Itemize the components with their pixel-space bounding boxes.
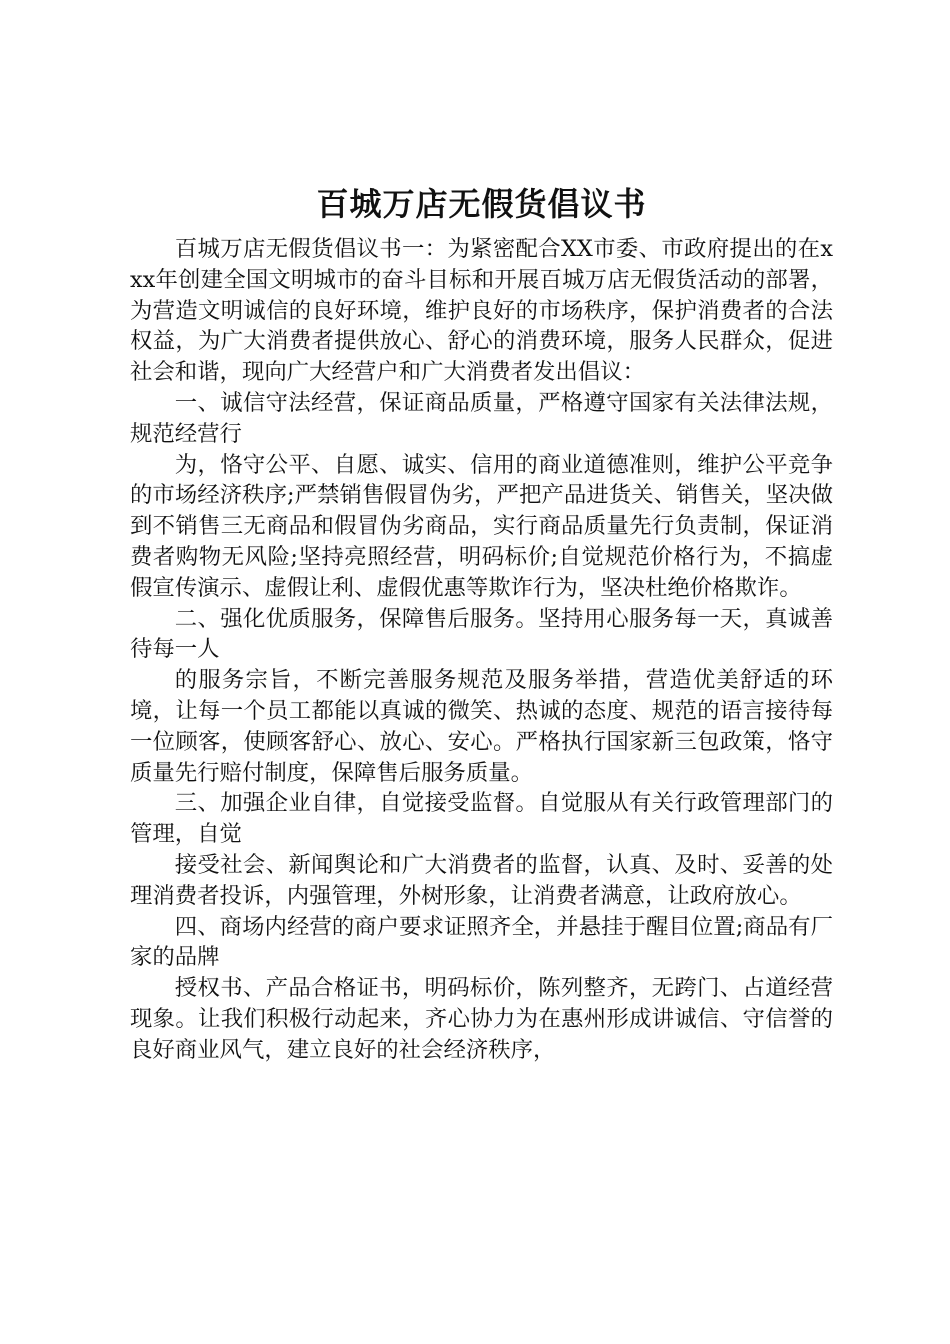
paragraph-item-3-heading: 三、加强企业自律，自觉接受监督。自觉服从有关行政管理部门的管理，自觉 bbox=[130, 790, 833, 848]
document-body bbox=[130, 234, 833, 1066]
paragraph-item-1-heading: 一、诚信守法经营，保证商品质量，严格遵守国家有关法律法规，规范经营行 bbox=[130, 389, 833, 447]
paragraph-item-4-body: 授权书、产品合格证书，明码标价，陈列整齐，无跨门、占道经营现象。让我们积极行动起来，齐心协力为在惠州形成讲诚信、守信誉的良好商业风气，建立良好的社会经济秩序， bbox=[130, 975, 833, 1063]
paragraph-item-2-body: 的服务宗旨，不断完善服务规范及服务举措，营造优美舒适的环境，让每一个员工都能以真诚的微笑、热诚的态度、规范的语言接待每一位顾客，使顾客舒心、放心、安心。严格执行国家新三包政策，恪守质量先行赔付制度，保障售后服务质量。 bbox=[130, 667, 833, 786]
paragraph-item-1-body: 为，恪守公平、自愿、诚实、信用的商业道德准则，维护公平竞争的市场经济秩序;严禁销售假冒伪劣，严把产品进货关、销售关，坚决做到不销售三无商品和假冒伪劣商品，实行商品质量先行负责制，保证消费者购物无风险;坚持亮照经营，明码标价;自觉规范价格行为，不搞虚假宣传演示、虚假让利、虚假优惠等欺诈行为，坚决杜绝价格欺诈。 bbox=[130, 451, 833, 601]
paragraph-intro: 百城万店无假货倡议书一：为紧密配合XX市委、市政府提出的在xxx年创建全国文明城市的奋斗目标和开展百城万店无假货活动的部署，为营造文明诚信的良好环境，维护良好的市场秩序，保护消费者的合法权益，为广大消费者提供放心、舒心的消费环境，服务人民群众，促进社会和谐，现向广大经营户和广大消费者发出倡议： bbox=[130, 236, 833, 386]
paragraph-item-4-heading: 四、商场内经营的商户要求证照齐全，并悬挂于醒目位置;商品有厂家的品牌 bbox=[130, 913, 833, 971]
paragraph-item-3-body: 接受社会、新闻舆论和广大消费者的监督，认真、及时、妥善的处理消费者投诉，内强管理，外树形象，让消费者满意，让政府放心。 bbox=[130, 851, 833, 909]
paragraph-item-2-heading: 二、强化优质服务，保障售后服务。坚持用心服务每一天，真诚善待每一人 bbox=[130, 605, 833, 663]
document-title: 百城万店无假货倡议书 bbox=[316, 185, 647, 223]
